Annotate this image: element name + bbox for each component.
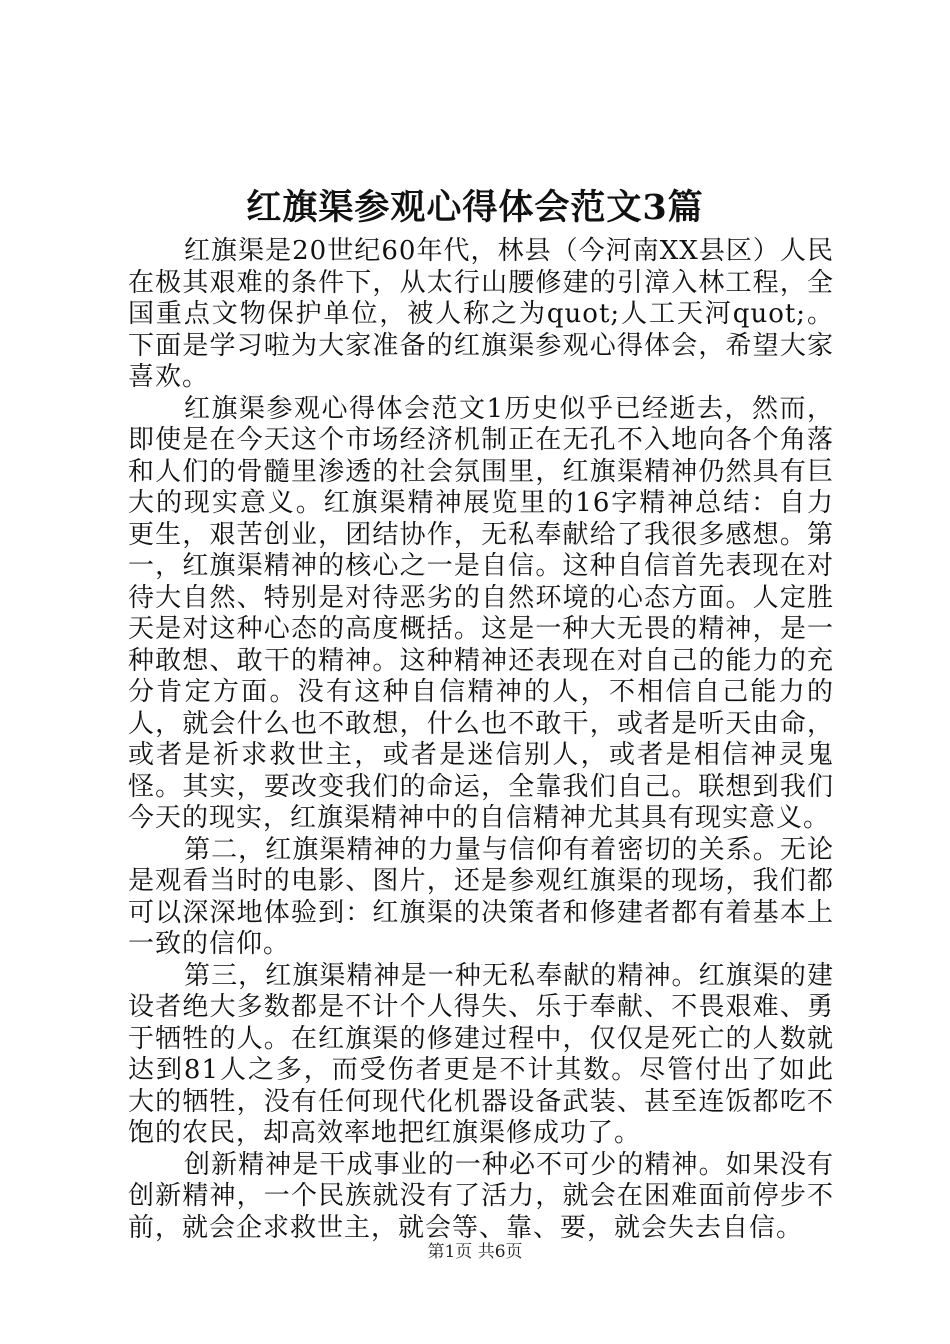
document-title: 红旗渠参观心得体会范文3篇 bbox=[246, 187, 704, 228]
paragraph-innovation: 创新精神是干成事业的一种必不可少的精神。如果没有创新精神，一个民族就没有了活力，就会在困难面前停步不前，就会企求救世主，就会等、靠、要，就会失去自信。 bbox=[128, 1149, 834, 1243]
paragraph-intro: 红旗渠是20世纪60年代，林县（今河南XX县区）人民在极其艰难的条件下，从太行山腰修建的引漳入林工程，全国重点文物保护单位，被人称之为quot;人工天河quot;。下面是学习啦为大家准备的红旗渠参观心得体会，希望大家喜欢。 bbox=[128, 236, 834, 392]
document-body bbox=[128, 236, 834, 1244]
page-number-footer: 第1页 共6页 bbox=[427, 1242, 523, 1262]
paragraph-third-point: 第三，红旗渠精神是一种无私奉献的精神。红旗渠的建设者绝大多数都是不计个人得失、乐于奉献、不畏艰难、勇于牺牲的人。在红旗渠的修建过程中，仅仅是死亡的人数就达到81人之多，而受伤者更是不计其数。尽管付出了如此大的牺牲，没有任何现代化机器设备武装、甚至连饭都吃不饱的农民，却高效率地把红旗渠修成功了。 bbox=[128, 960, 834, 1148]
paragraph-essay-1: 红旗渠参观心得体会范文1历史似乎已经逝去，然而，即使是在今天这个市场经济机制正在无孔不入地向各个角落和人们的骨髓里渗透的社会氛围里，红旗渠精神仍然具有巨大的现实意义。红旗渠精神展览里的16字精神总结：自力更生，艰苦创业，团结协作，无私奉献给了我很多感想。第一，红旗渠精神的核心之一是自信。这种自信首先表现在对待大自然、特别是对待恶劣的自然环境的心态方面。人定胜天是对这种心态的高度概括。这是一种大无畏的精神，是一种敢想、敢干的精神。这种精神还表现在对自己的能力的充分肯定方面。没有这种自信精神的人，不相信自己能力的人，就会什么也不敢想，什么也不敢干，或者是听天由命，或者是祈求救世主，或者是迷信别人，或者是相信神灵鬼怪。其实，要改变我们的命运，全靠我们自己。联想到我们今天的现实，红旗渠精神中的自信精神尤其具有现实意义。 bbox=[128, 393, 834, 833]
paragraph-second-point: 第二，红旗渠精神的力量与信仰有着密切的关系。无论是观看当时的电影、图片，还是参观红旗渠的现场，我们都可以深深地体验到：红旗渠的决策者和修建者都有着基本上一致的信仰。 bbox=[128, 834, 834, 959]
